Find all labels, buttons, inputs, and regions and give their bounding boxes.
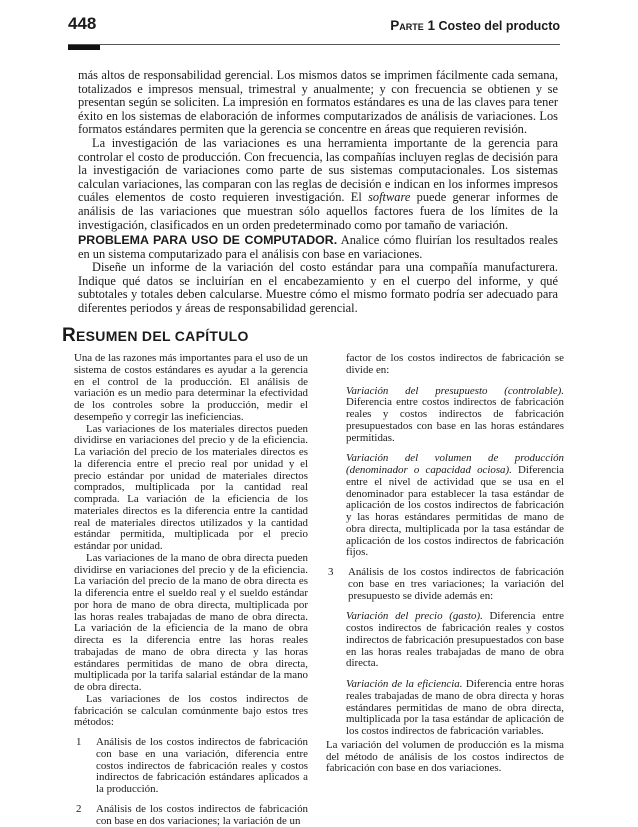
page-number: 448 [68, 14, 97, 33]
summary-left-column [74, 353, 308, 827]
numbered-item-3: 3 Análisis de los costos indirectos de fabricación con base en tres variaciones; la variación del presupuesto se divide además en: [328, 566, 564, 602]
numbered-item-1: 1 Análisis de los costos indirectos de fabricación con base en una variación, diferencia entre costos indirectos de fabricación reales y costos indirectos de fabricación estándares aplicados a la producción. [76, 736, 308, 795]
summary-right-column [326, 353, 564, 775]
intro-text [78, 69, 558, 232]
efficiency-variance: Variación de la eficiencia. Diferencia entre horas reales trabajadas de mano de obra directa y horas estándares permitidas de mano de obra directa, multiplicada por la tasa estándar de aplicación de los costos indirectos de fabricación variables. [346, 678, 564, 737]
summary-paragraph-2: Las variaciones de los materiales directos pueden dividirse en variaciones del precio y de la eficiencia. La variación del precio de los materiales directos es la diferencia entre el precio real por unidad y el precio estándar por unidad de materiales directos comprados, multiplicada por la cantidad real comprada. La variación de la eficiencia de los materiales directos es la diferencia entre la cantidad real de materiales directos utilizados y la cantidad estándar permitida, multiplicada por el precio estándar por unidad. [74, 422, 308, 552]
part-label: Parte 1 [390, 18, 435, 33]
problem-heading: PROBLEMA PARA USO DE COMPUTADOR. [78, 233, 338, 247]
part-title: Costeo del producto [438, 19, 560, 33]
header-rule [68, 44, 560, 45]
problem-paragraph-2: Diseñe un informe de la variación del costo estándar para una compañía manufacturera. Indique qué datos se incluirían en el encabezamiento y en el cuerpo del informe, y qué subtotales y totales deben calcularse. Muestre cómo el mismo formato podría ser adecuado para diferentes periodos y áreas de responsabilidad gerencial. [78, 260, 558, 315]
closing-paragraph: La variación del volumen de producción es la misma del método de análisis de los costos indirectos de fabricación con base en dos variaciones. [326, 738, 564, 775]
intro-paragraph-2: La investigación de las variaciones es una herramienta importante de la gerencia para controlar el costo de producción. Con frecuencia, las compañías incluyen reglas de decisión para la investigación de variaciones como parte de sus sistemas computacionales. Los sistemas calculan variaciones, las comparan con las reglas de decisión e indican en los informes impresos cuáles elementos de costo requieren investigación. El software puede generar informes de análisis de las variaciones que muestran sólo aquellos factores fuera de los límites de la investigación, clasificados en un orden predeterminado como por tamaño de variación. [78, 135, 558, 232]
summary-paragraph-4: Las variaciones de los costos indirectos de fabricación se calculan comúnmente bajo estos tres métodos: [74, 692, 308, 729]
section-title: RESUMEN DEL CAPÍTULO [62, 325, 249, 346]
volume-variance: Variación del volumen de producción (denominador o capacidad ociosa). Diferencia entre el nivel de actividad que se usa en el denominador para establecer la tasa estándar de aplicación de los costos indirectos de fabricación y las horas estándares permitidas de mano de obra directa, multiplicada por la tasa estándar de aplicación de los costos indirectos de fabricación fijos. [346, 452, 564, 559]
computer-problem [78, 234, 558, 316]
continued-text: factor de los costos indirectos de fabricación se divide en: [346, 352, 564, 376]
intro-paragraph-1: más altos de responsabilidad gerencial. Los mismos datos se imprimen fácilmente cada semana, totalizados e impresos mensual, trimestral y anualmente; y con frecuencia se obtienen y se presentan según se soliciten. La impresión en formatos estándares es una de las claves para tener éxito en los sistemas de elaboración de informes computarizados de análisis de variaciones. Los formatos estándares permiten que la gerencia se concentre en áreas que requieren revisión. [78, 68, 558, 137]
problem-paragraph-1: PROBLEMA PARA USO DE COMPUTADOR. Analice cómo fluirían los resultados reales en un sistema computarizado para el análisis con base en variaciones. [78, 233, 558, 261]
header-mark [68, 45, 100, 50]
running-head [390, 18, 560, 33]
numbered-item-2: 2 Análisis de los costos indirectos de fabricación con base en dos variaciones; la variación de un [76, 802, 308, 827]
summary-paragraph-3: Las variaciones de la mano de obra directa pueden dividirse en variaciones del precio y de la eficiencia. La variación del precio de la mano de obra directa es la diferencia entre el sueldo real y el sueldo estándar por hora de mano de obra directa, multiplicada por las horas reales trabajadas de mano de obra directa. La variación de la eficiencia de la mano de obra directa es la diferencia entre las horas reales trabajadas de mano de obra directa y las horas estándares permitidas de mano de obra directa, multiplicada por la tarifa salarial estándar de la mano de obra directa. [74, 551, 308, 693]
budget-variance: Variación del presupuesto (controlable). Diferencia entre costos indirectos de fabricación reales y costos indirectos de fabricación presupuestados con base en las horas estándares permitidas. [346, 384, 564, 444]
spending-variance: Variación del precio (gasto). Diferencia entre costos indirectos de fabricación reales y costos indirectos de fabricación presupuestados con base en las horas reales trabajadas de mano de obra directa. [346, 610, 564, 670]
summary-paragraph-1: Una de las razones más importantes para el uso de un sistema de costos estándares es ayudar a la gerencia en el control de la producción. El análisis de variación es un medio para determinar la efectividad de los controles sobre la producción, medir el desempeño y corregir las ineficiencias. [74, 352, 308, 423]
